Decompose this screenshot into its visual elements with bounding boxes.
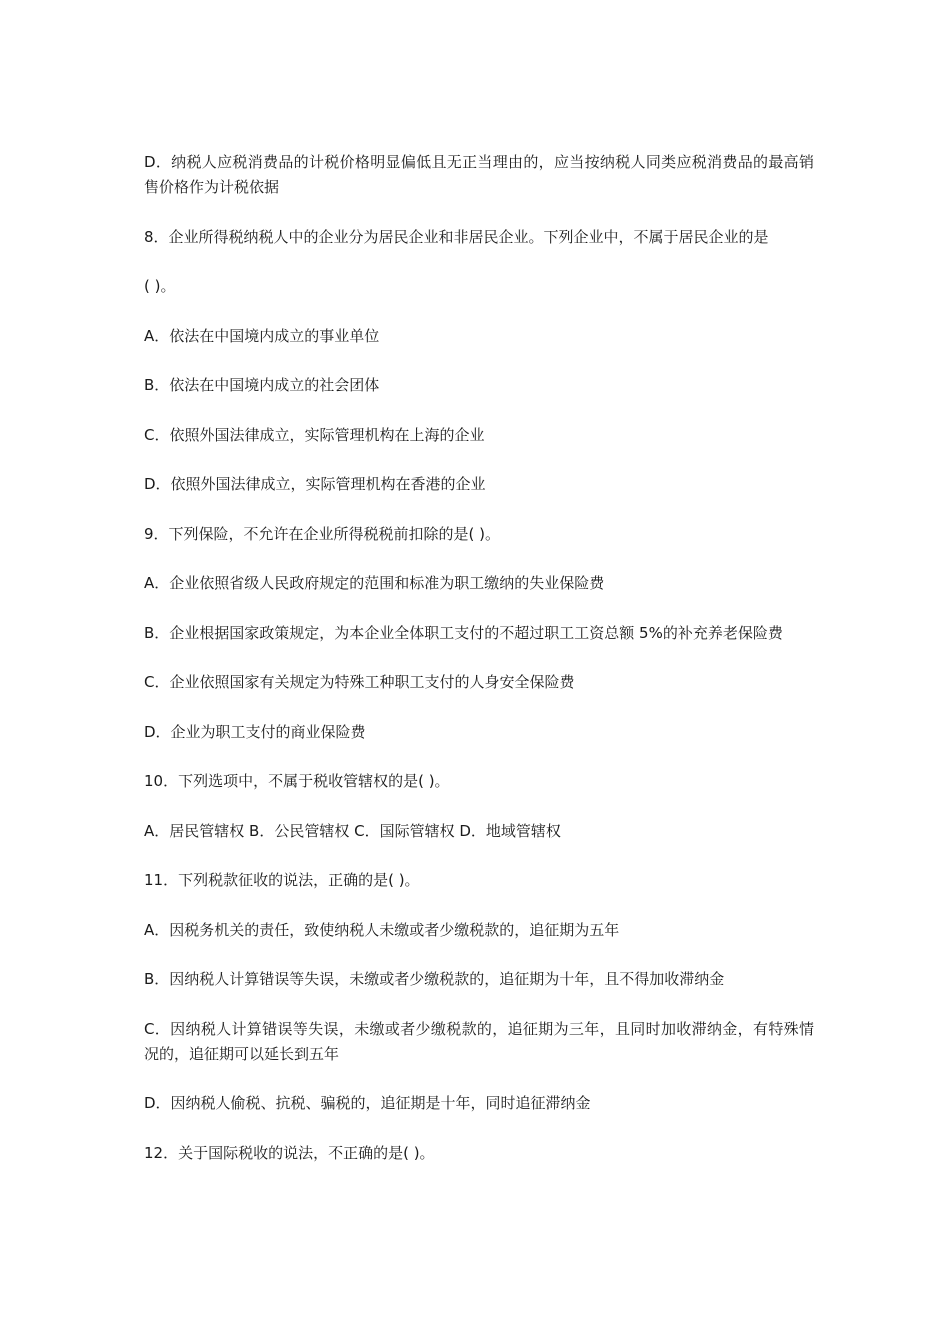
- option-a-q9: A．企业依照省级人民政府规定的范围和标准为职工缴纳的失业保险费: [144, 574, 605, 592]
- option-c-q11: C．因纳税人计算错误等失误，未缴或者少缴税款的，追征期为三年，且同时加收滞纳金，有特殊情况的，追征期可以延长到五年: [144, 1019, 814, 1063]
- option-d-q8: D．依照外国法律成立，实际管理机构在香港的企业: [144, 475, 486, 493]
- option-c-q9: C．企业依照国家有关规定为特殊工种职工支付的人身安全保险费: [144, 673, 575, 691]
- options-q10: A．居民管辖权 B．公民管辖权 C．国际管辖权 D．地域管辖权: [144, 821, 561, 840]
- option-c-q8: C．依照外国法律成立，实际管理机构在上海的企业: [144, 425, 485, 444]
- option-a-q8: A．依法在中国境内成立的事业单位: [144, 326, 380, 345]
- question-10: 10．下列选项中，不属于税收管辖权的是( )。: [144, 772, 450, 790]
- question-12: 12．关于国际税收的说法，不正确的是( )。: [144, 1143, 435, 1162]
- question-11: 11．下列税款征收的说法，正确的是( )。: [144, 871, 420, 889]
- option-b-q8: B．依法在中国境内成立的社会团体: [144, 376, 380, 394]
- question-8-blank: ( )。: [144, 277, 176, 295]
- option-b-q9: B．企业根据国家政策规定，为本企业全体职工支付的不超过职工工资总额 5%的补充养老保险费: [144, 623, 783, 642]
- option-a-q11: A．因税务机关的责任，致使纳税人未缴或者少缴税款的，追征期为五年: [144, 920, 620, 939]
- question-9: 9．下列保险，不允许在企业所得税税前扣除的是( )。: [144, 524, 501, 543]
- question-8: 8．企业所得税纳税人中的企业分为居民企业和非居民企业。下列企业中，不属于居民企业的是: [144, 227, 769, 246]
- option-d-q11: D．因纳税人偷税、抗税、骗税的，追征期是十年，同时追征滞纳金: [144, 1094, 591, 1112]
- option-d-q9: D．企业为职工支付的商业保险费: [144, 722, 366, 741]
- option-d-q7: D．纳税人应税消费品的计税价格明显偏低且无正当理由的，应当按纳税人同类应税消费品的最高销售价格作为计税依据: [144, 153, 814, 196]
- document-body: [144, 150, 814, 1190]
- option-b-q11: B．因纳税人计算错误等失误，未缴或者少缴税款的，追征期为十年，且不得加收滞纳金: [144, 970, 725, 988]
